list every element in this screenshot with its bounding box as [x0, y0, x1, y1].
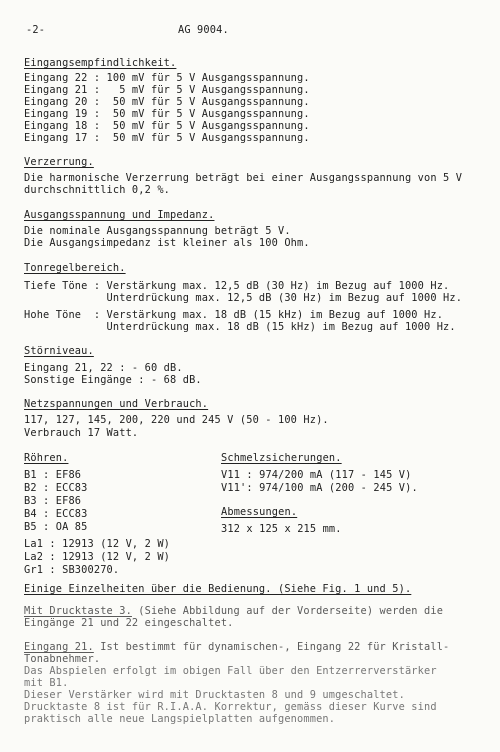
tone-text: Unterdrückung max. 12,5 dB (30 Hz) im Bezug auf 1000 Hz. [24, 292, 463, 304]
document-id: AG 9004. [178, 24, 229, 36]
mains-text: 117, 127, 145, 200, 220 und 245 V (50 - 100 Hz). [24, 414, 329, 426]
sensitivity-heading: Eingangsempfindlichkeit. [24, 57, 177, 69]
output-text: Die Ausgangsimpedanz ist kleiner als 100 Ohm. [24, 237, 310, 249]
tube-row: B2 : ECC83 [24, 482, 88, 494]
mains-heading: Netzspannungen und Verbrauch. [24, 398, 209, 410]
sensitivity-row: Eingang 19 : 50 mV für 5 V Ausgangsspannung. [24, 108, 310, 120]
sensitivity-row: Eingang 18 : 50 mV für 5 V Ausgangsspannung. [24, 120, 310, 132]
paragraph-text: mit B1. [24, 677, 69, 689]
tone-text: Unterdrückung max. 18 dB (15 kHz) im Bezug auf 1000 Hz. [24, 321, 456, 333]
sensitivity-row: Eingang 21 : 5 mV für 5 V Ausgangsspannung. [24, 84, 310, 96]
paragraph-text: Ist bestimmt für dynamischen-, Eingang 22 für Kristall- [93, 641, 450, 653]
operation-heading: Einige Einzelheiten über die Bedienung. (Siehe Fig. 1 und 5). [24, 583, 412, 595]
dimensions-value: 312 x 125 x 215 mm. [221, 523, 342, 535]
tubes-heading: Röhren. [24, 452, 69, 464]
noise-text: Eingang 21, 22 : - 60 dB. [24, 362, 183, 374]
output-text: Die nominale Ausgangsspannung beträgt 5 V. [24, 225, 291, 237]
noise-text: Sonstige Eingänge : - 68 dB. [24, 374, 202, 386]
paragraph-text: (Siehe Abbildung auf der Vorderseite) werden die [131, 605, 444, 617]
paragraph-text: Das Abspielen erfolgt im obigen Fall über den Entzerrerverstärker [24, 665, 437, 677]
noise-heading: Störniveau. [24, 345, 94, 357]
paragraph-text: Dieser Verstärker wird mit Drucktasten 8 und 9 umgeschaltet. [24, 689, 405, 701]
paragraph-text: praktisch alle neue Langspielplatten aufgenommen. [24, 713, 336, 725]
lamp-row: La2 : 12913 (12 V, 2 W) [24, 551, 171, 563]
paragraph-text: Tonabnehmer. [24, 653, 101, 665]
tone-text: Hohe Töne : Verstärkung max. 18 dB (15 kHz) im Bezug auf 1000 Hz. [24, 309, 444, 321]
distortion-heading: Verzerrung. [24, 156, 94, 168]
dimensions-heading: Abmessungen. [221, 506, 298, 518]
tube-row: B3 : EF86 [24, 495, 82, 507]
operation-paragraph-2 [24, 641, 449, 653]
fuse-row: V11 : 974/200 mA (117 - 145 V) [221, 469, 412, 481]
distortion-text: Die harmonische Verzerrung beträgt bei einer Ausgangsspannung von 5 V [24, 172, 463, 184]
fuses-heading: Schmelzsicherungen. [221, 452, 342, 464]
page-number: -2- [26, 24, 46, 36]
tone-heading: Tonregelbereich. [24, 262, 126, 274]
drucktaste-3-label: Mit Drucktaste 3. [24, 605, 132, 617]
fuse-row: V11': 974/100 mA (200 - 245 V). [221, 482, 418, 494]
lamp-row: La1 : 12913 (12 V, 2 W) [24, 538, 171, 550]
sensitivity-row: Eingang 22 : 100 mV für 5 V Ausgangsspannung. [24, 72, 310, 84]
sensitivity-row: Eingang 17 : 50 mV für 5 V Ausgangsspannung. [24, 132, 310, 144]
tone-text: Tiefe Töne : Verstärkung max. 12,5 dB (30 Hz) im Bezug auf 1000 Hz. [24, 280, 450, 292]
operation-paragraph-1 [24, 605, 443, 617]
sensitivity-row: Eingang 20 : 50 mV für 5 V Ausgangsspannung. [24, 96, 310, 108]
eingang-21-label: Eingang 21. [24, 641, 94, 653]
distortion-text: durchschnittlich 0,2 %. [24, 184, 171, 196]
tube-row: B1 : EF86 [24, 469, 82, 481]
paragraph-text: Drucktaste 8 ist für R.I.A.A. Korrektur, gemäss dieser Kurve sind [24, 701, 437, 713]
mains-text: Verbrauch 17 Watt. [24, 427, 139, 439]
output-heading: Ausgangsspannung und Impedanz. [24, 209, 215, 221]
tube-row: B5 : OA 85 [24, 521, 88, 533]
rectifier-row: Gr1 : SB300270. [24, 564, 120, 576]
tube-row: B4 : ECC83 [24, 508, 88, 520]
paragraph-text: Eingänge 21 und 22 eingeschaltet. [24, 617, 234, 629]
